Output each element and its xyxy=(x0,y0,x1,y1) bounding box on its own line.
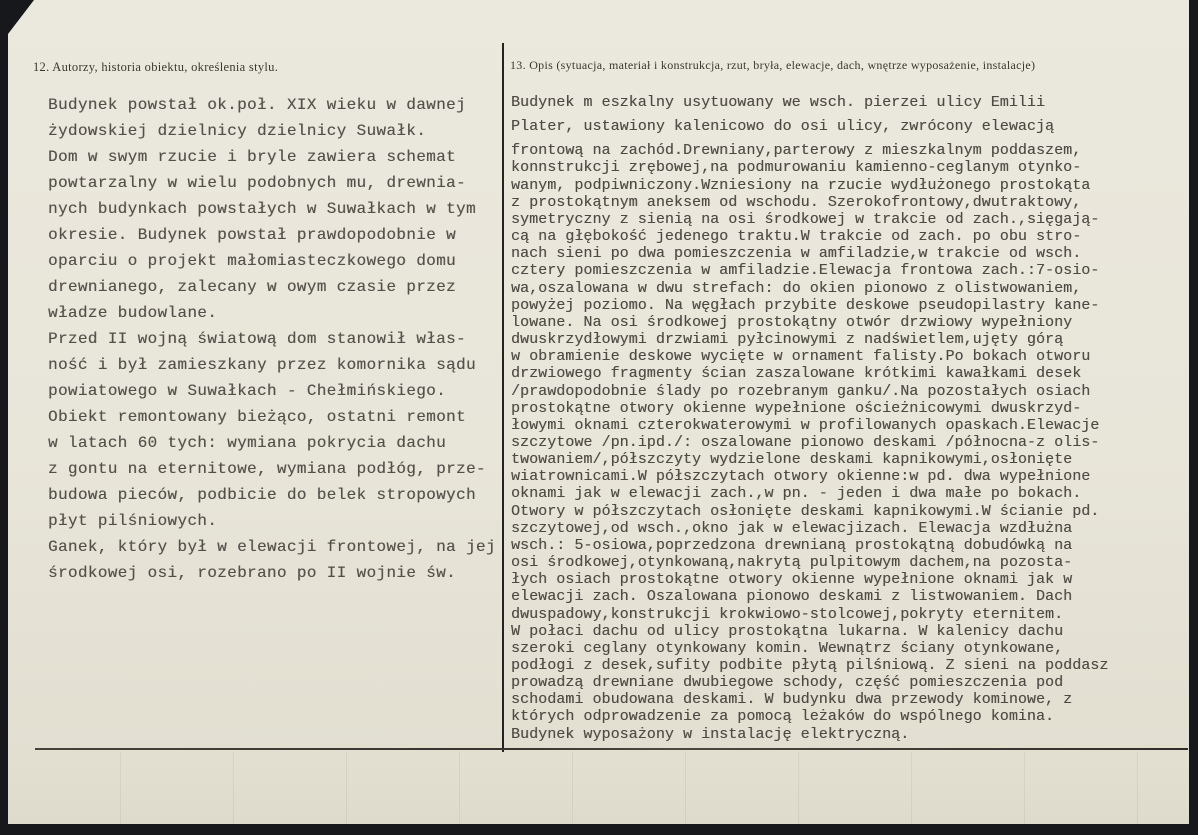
text-line: wanym, podpiwniczony.Wzniesiony na rzucie wydłużonego prostokąta xyxy=(511,176,1091,194)
text-line: cztery pomieszczenia w amfiladzie.Elewacja frontowa zach.:7-osio- xyxy=(511,262,1100,280)
text-line: łych osiach prostokątne otwory okienne wypełnione oknami jak w xyxy=(511,571,1073,589)
section-12-history-text xyxy=(48,92,500,586)
text-line: elewacji zach. Oszalowana pionowo deskami z listwowaniem. Dach xyxy=(511,588,1073,606)
bottom-rule-line xyxy=(35,748,1188,750)
text-line: dwuspadowy,konstrukcji krokwiowo-stolcowej,pokryty eternitem. xyxy=(511,605,1064,623)
text-line: osi środkowej,otynkowaną,nakrytą pulpitowym dachem,na pozosta- xyxy=(511,554,1073,572)
text-line: wiatrownicami.W półszczytach otwory okienne:w pd. dwa wypełnione xyxy=(511,468,1091,486)
text-line: oknami jak w elewacji zach.,w pn. - jeden i dwa małe po bokach. xyxy=(511,485,1082,503)
text-line: wa,oszalowana w dwu strefach: do okien pionowo z olistwowaniem, xyxy=(511,279,1082,297)
text-line: władze budowlane. xyxy=(48,304,218,322)
text-line: schodami obudowana deskami. W budynku dwa przewody kominowe, z xyxy=(511,691,1073,709)
text-line: cą na głębokość jedenego traktu.W trakcie od zach. po obu stro- xyxy=(511,228,1082,246)
text-line: Otwory w półszczytach osłonięte deskami kapnikowymi.W ścianie pd. xyxy=(511,502,1100,520)
text-line: okresie. Budynek powstał prawdopodobnie w xyxy=(48,226,457,244)
text-line: powtarzalny w wielu podobnych mu, drewnia- xyxy=(48,174,466,192)
text-line: szeroki ceglany otynkowany komin. Wewnątrz ściany otynkowane, xyxy=(511,639,1064,657)
section-13-header: 13. Opis (sytuacja, materiał i konstrukcja, rzut, bryła, elewacje, dach, wnętrze wyposażenie, instalacje) xyxy=(510,58,1036,72)
text-line: oparciu o projekt małomiasteczkowego domu xyxy=(48,252,457,270)
text-line: środkowej osi, rozebrano po II wojnie św. xyxy=(48,564,457,582)
text-line: z prostokątnym aneksem od wschodu. Szerokofrontowy,dwutraktowy, xyxy=(511,193,1082,211)
text-line: Budynek wyposażony w instalację elektryczną. xyxy=(511,725,910,743)
section-12-header: 12. Autorzy, historia obiektu, określenia stylu. xyxy=(33,60,279,74)
text-line: frontową na zachód.Drewniany,parterowy z mieszkalnym poddaszem, xyxy=(511,142,1082,160)
text-line: twowaniem/,półszczyty wydzielone deskami kapnikowymi,osłonięte xyxy=(511,451,1073,469)
text-line: /prawdopodobnie ślady po rozebranym ganku/.Na pozostałych osiach xyxy=(511,382,1091,400)
text-line: powiatowego w Suwałkach - Chełmińskiego. xyxy=(48,382,447,400)
text-line: prostokątne otwory okienne wypełnione ościeżnicowymi dwuskrzyd- xyxy=(511,399,1082,417)
text-line: symetryczny z sienią na osi środkowej w trakcie od zach.,sięgają- xyxy=(511,210,1100,228)
text-line: w latach 60 tych: wymiana pokrycia dachu xyxy=(48,434,447,452)
text-line: nych budynkach powstałych w Suwałkach w tym xyxy=(48,200,476,218)
text-line: łowymi oknami czterokwaterowymi w profilowanych opaskach.Elewacje xyxy=(511,416,1100,434)
text-line: drzwiowego fragmenty ścian zaszalowane krótkimi kawałkami desek xyxy=(511,365,1082,383)
text-line: powyżej poziomo. Na węgłach przybite deskowe pseudopilastry kane- xyxy=(511,296,1100,314)
text-line: Budynek powstał ok.poł. XIX wieku w dawnej xyxy=(48,96,466,114)
text-line: Dom w swym rzucie i bryle zawiera schemat xyxy=(48,148,457,166)
text-line: z gontu na eternitowe, wymiana podłóg, prze- xyxy=(48,460,486,478)
text-line: wsch.: 5-osiowa,poprzedzona drewnianą prostokątną dobudówką na xyxy=(511,536,1073,554)
text-line: płyt pilśniowych. xyxy=(48,512,218,530)
text-line: żydowskiej dzielnicy dzielnicy Suwałk. xyxy=(48,122,427,140)
text-line: W połaci dachu od ulicy prostokątna lukarna. W kalenicy dachu xyxy=(511,622,1064,640)
text-line: Przed II wojną światową dom stanowił włas- xyxy=(48,330,466,348)
section-13-description-text xyxy=(511,94,1193,743)
text-line: szczytowej,od wsch.,okno jak w elewacjizach. Elewacja wzdłużna xyxy=(511,519,1073,537)
text-line: ność i był zamieszkany przez komornika sądu xyxy=(48,356,476,374)
text-line: konnstrukcji zrębowej,na podmurowaniu kamienno-ceglanym otynko- xyxy=(511,159,1082,177)
text-line: Obiekt remontowany bieżąco, ostatni remont xyxy=(48,408,466,426)
text-line: których odprowadzenie za pomocą leżaków do wspólnego komina. xyxy=(511,708,1055,726)
text-line: nach sieni po dwa pomieszczenia w amfiladzie,w trakcie od wsch. xyxy=(511,245,1082,263)
text-line: prowadzą drewniane dwubiegowe schody, część pomieszczenia pod xyxy=(511,674,1064,692)
text-line: podłogi z desek,sufity podbite płytą pilśniową. Z sieni na poddasz xyxy=(511,657,1109,674)
text-line: drewnianego, zalecany w owym czasie przez xyxy=(48,278,457,296)
text-line: lowane. Na osi środkowej prostokątny otwór drzwiowy wypełniony xyxy=(511,313,1073,331)
text-line: szczytowe /pn.ipd./: oszalowane pionowo deskami /północna-z olis- xyxy=(511,433,1100,451)
text-line: dwuskrzydłowymi drzwiami pyłcinowymi z nadświetlem,ujęty górą xyxy=(511,331,1064,349)
text-line: Ganek, który był w elewacji frontowej, na jej xyxy=(48,538,496,556)
text-line: w obramienie deskowe wycięte w ornament falisty.Po bokach otworu xyxy=(511,348,1091,366)
column-divider-line xyxy=(502,43,504,752)
text-line: budowa pieców, podbicie do belek stropowych xyxy=(48,486,476,504)
text-line: Plater, ustawiony kalenicowo do osi ulicy, zwrócony elewacją xyxy=(511,118,1055,136)
text-line: Budynek m eszkalny usytuowany we wsch. pierzei ulicy Emilii xyxy=(511,94,1046,111)
